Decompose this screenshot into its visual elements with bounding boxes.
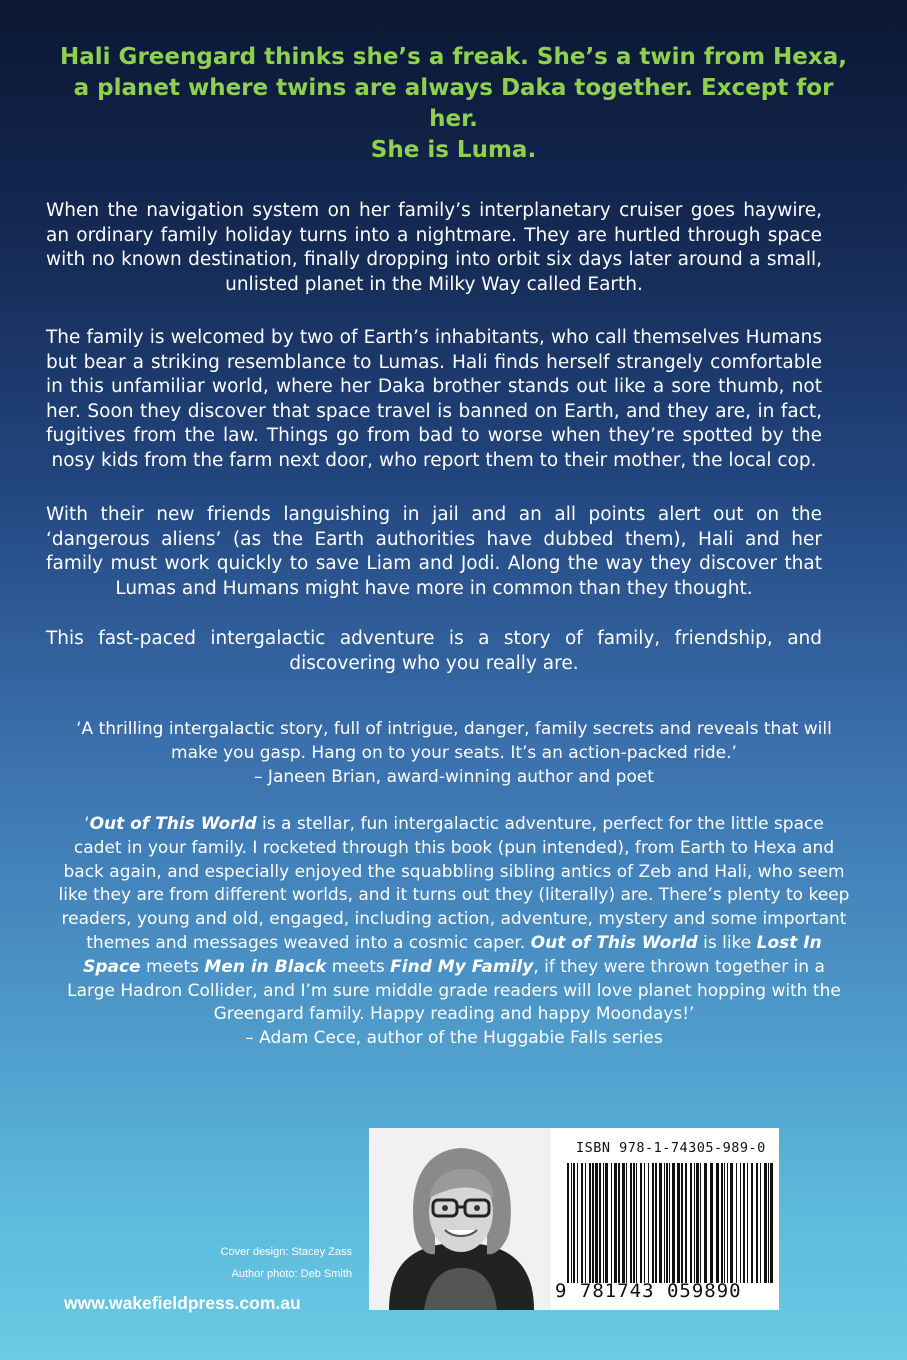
author-photo xyxy=(369,1128,551,1310)
book-title: Out of This World xyxy=(89,814,257,834)
isbn-label: ISBN 978-1-74305-989-0 xyxy=(576,1140,766,1156)
reference-title: Lost In Space xyxy=(83,932,822,977)
blurb-paragraph-1: When the navigation system on her family’s interplanetary cruiser goes haywire, an ordinary family holiday turns into a nightmare. They are hurtled through space with no known destination, finally dropping into orbit six days later around a small, unlisted planet in the Milky Way called Earth. xyxy=(46,200,822,295)
hook-line-1: Hali Greengard thinks she’s a freak. She’s a twin from Hexa, xyxy=(60,44,847,70)
review-quote-1 xyxy=(58,718,850,789)
review-quote-2-attribution: – Adam Cece, author of the Huggabie Falls series xyxy=(245,1028,663,1049)
publisher-website[interactable]: www.wakefieldpress.com.au xyxy=(64,1293,301,1313)
review-quote-2-text: ‘Out of This World is a stellar, fun intergalactic adventure, perfect for the little space cadet in your family. I rocketed through this book (pun intended), from Earth to Hexa and back again, and especially enjoyed the squabbling sibling antics of Zeb and Hali, who seem like they are from different worlds, and it turns out they (literally) are. There’s plenty to keep readers, young and old, engaged, including action, adventure, mystery and some important themes and messages weaved into a cosmic caper. Out of This World is like Lost In Space meets Men in Black meets Find My Family, if they were thrown together in a Large Hadron Collider, and I’m sure middle grade readers will love planet hopping with the Greengard family. Happy reading and happy Moondays!’ xyxy=(58,814,850,1025)
barcode-icon xyxy=(565,1163,775,1283)
review-quote-1-attribution: – Janeen Brian, award-winning author and poet xyxy=(254,766,654,787)
barcode-panel xyxy=(369,1128,779,1310)
author-photo-credit: Author photo: Deb Smith xyxy=(231,1268,352,1280)
hook-line-2: a planet where twins are always Daka together. Except for her. xyxy=(73,75,834,132)
review-quote-2 xyxy=(58,813,850,1051)
blurb-paragraph-4: This fast-paced intergalactic adventure is a story of family, friendship, and discovering who you really are. xyxy=(46,628,822,674)
blurb-paragraph-3: With their new friends languishing in jail and an all points alert out on the ‘dangerous aliens’ (as the Earth authorities have dubbed them), Hali and her family must work quickly to save Liam and Jodi. Along the way they discover that Lumas and Humans might have more in common than they thought. xyxy=(46,504,822,599)
book-title: Out of This World xyxy=(530,932,698,953)
reference-title: Find My Family xyxy=(390,956,534,977)
hook-line-3: She is Luma. xyxy=(370,137,537,163)
isbn-digits: 9 781743 059890 xyxy=(555,1280,742,1302)
review-quote-1-text: ‘A thrilling intergalactic story, full of intrigue, danger, family secrets and reveals that will make you gasp. Hang on to your seats. It’s an action-packed ride.’ xyxy=(76,719,832,763)
cover-design-credit: Cover design: Stacey Zass xyxy=(220,1246,352,1258)
reference-title: Men in Black xyxy=(204,956,327,977)
hook-tagline xyxy=(60,42,847,166)
blurb-paragraph-2: The family is welcomed by two of Earth’s inhabitants, who call themselves Humans but bear a striking resemblance to Lumas. Hali finds herself strangely comfortable in this unfamiliar world, where her Daka brother stands out like a sore thumb, not her. Soon they discover that space travel is banned on Earth, and they are, in fact, fugitives from the law. Things go from bad to worse when they’re spotted by the nosy kids from the farm next door, who report them to their mother, the local cop. xyxy=(46,327,822,471)
